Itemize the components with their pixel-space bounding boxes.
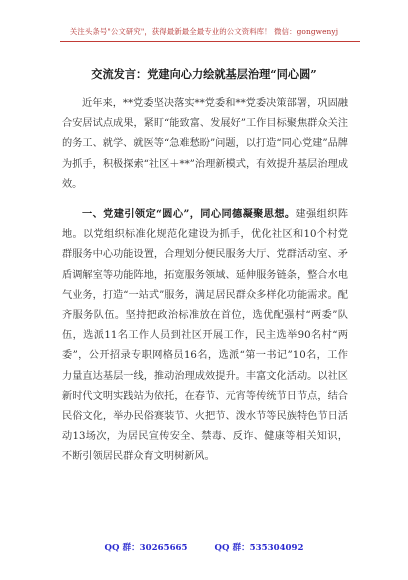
qq-group-1: QQ 群：30265665: [104, 543, 188, 553]
footer-contacts: [0, 541, 408, 553]
document-title: 交流发言：党建向心力绘就基层治理“同心圆”: [91, 67, 317, 81]
paragraph-intro: 近年来，**党委坚决落实**党委和**党委决策部署，巩固融合安居试点成果，紧盯“能致富、发展好”工作目标聚焦群众关注的务工、就学、就医等“急难愁盼”问题，以打造“同心党建”品牌为抓手，积极探索“社区＋**”治理新模式，有效提升基层治理成效。: [62, 98, 348, 190]
qq-group-2: QQ 群：535304092: [214, 543, 304, 553]
section-one-heading: 一、党建引领定“圆心”，同心同德凝聚思想。: [82, 208, 296, 220]
header-divider: [60, 41, 360, 42]
header-banner: 关注头条号"公文研究"，获得最新最全最专业的公文资料库！ 微信：gongwenyj: [69, 27, 339, 36]
section-one-body: 建强组织阵地。以党组织标准化规范化建设为抓手，优化社区和10个村党群服务中心功能设置，合理划分便民服务大厅、党群活动室、矛盾调解室等功能阵地，拓宽服务领域、延伸服务链条，整合水电气业务，打造“一站式”服务，满足居民群众多样化功能需求。配齐服务队伍。坚持把政治标准放在首位，选优配强村“两委”队伍，选派11名工作人员到社区开展工作，民主选举90名村“两委”，公开招录专职网格员16名，选派“第一书记”10名，工作力量直达基层一线，推动治理成效提升。丰富文化活动。以社区新时代文明实践站为依托，在春节、元宵等传统节日节点，结合民俗文化，举办民俗赛装节、火把节、泼水节等民族特色节日活动13场次，为居民宣传安全、禁毒、反诈、健康等相关知识，不断引领居民群众育文明树新风。: [62, 209, 349, 463]
paragraph-section-one: [62, 204, 348, 468]
